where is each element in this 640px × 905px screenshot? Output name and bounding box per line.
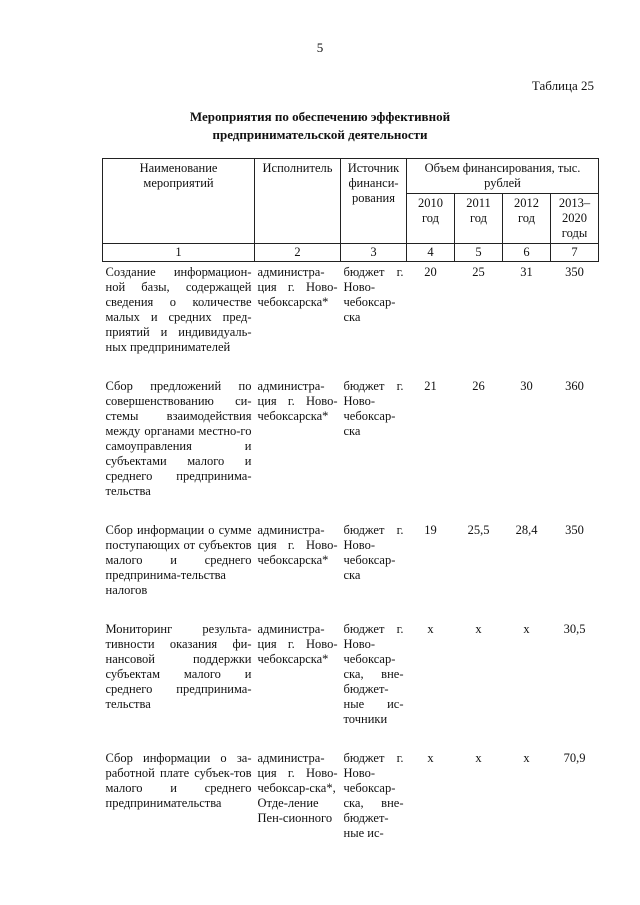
table-label: Таблица 25 <box>531 78 594 93</box>
measure-executor: администра-ция г. Ново-чебоксарска* <box>257 265 338 309</box>
funding-table <box>102 158 599 863</box>
column-number: 3 <box>341 244 407 262</box>
value-2010: х <box>427 622 434 636</box>
measure-source: бюджет г. Ново-чебоксар-ска, вне-бюджет-ные ис-точники <box>343 622 404 726</box>
header-name: Наименование мероприятий <box>103 159 255 244</box>
value-2012: 30 <box>520 379 533 393</box>
measure-name: Сбор предложений по совершенствованию си-стемы взаимодействия между органами местно-го самоуправления и субъектами малого и среднего предпринима-тельства <box>105 379 252 498</box>
header-executor: Исполнитель <box>255 159 341 244</box>
value-2011: х <box>475 751 482 765</box>
column-number: 6 <box>503 244 551 262</box>
value-2011: 26 <box>472 379 485 393</box>
table-row <box>103 620 599 749</box>
header-year-2012: 2012 год <box>503 194 551 244</box>
value-2013-2020: 350 <box>565 523 584 537</box>
measure-name: Сбор информации о за-работной плате субъек-тов малого и среднего предпринимательства <box>105 751 252 810</box>
table-row <box>103 521 599 620</box>
column-number: 4 <box>407 244 455 262</box>
value-2010: 20 <box>424 265 437 279</box>
measure-name: Создание информацион-ной базы, содержащей сведения о количестве малых и средних пред-приятий и индивидуаль-ных предпринимателей <box>105 265 252 354</box>
column-number: 7 <box>551 244 599 262</box>
value-2010: х <box>427 751 434 765</box>
measure-executor: администра-ция г. Ново-чебоксарска* <box>257 523 338 567</box>
measure-executor: администра-ция г. Ново-чебоксар-ска*, Отде-ление Пен-сионного <box>257 751 338 825</box>
measure-name: Сбор информации о сумме поступающих от субъектов малого и среднего предпринима-тельства налогов <box>105 523 252 597</box>
measure-name: Мониторинг результа-тивности оказания фи-нансовой поддержки субъектам малого и среднего предпринима-тельства <box>105 622 252 711</box>
measure-source: бюджет г. Ново-чебоксар-ска <box>343 523 404 582</box>
column-number: 1 <box>103 244 255 262</box>
value-2011: 25,5 <box>467 523 490 537</box>
table-title-line-1: Мероприятия по обеспечению эффективной <box>189 109 451 124</box>
value-2012: 28,4 <box>515 523 538 537</box>
value-2012: 31 <box>520 265 533 279</box>
measure-executor: администра-ция г. Ново-чебоксарска* <box>257 379 338 423</box>
measure-source: бюджет г. Ново-чебоксар-ска <box>343 265 404 324</box>
table-row <box>103 377 599 521</box>
table-row <box>103 262 599 378</box>
column-number: 5 <box>455 244 503 262</box>
measure-executor: администра-ция г. Ново-чебоксарска* <box>257 622 338 666</box>
table-row <box>103 749 599 863</box>
value-2010: 19 <box>424 523 437 537</box>
header-year-2010: 2010 год <box>407 194 455 244</box>
measure-source: бюджет г. Ново-чебоксар-ска <box>343 379 404 438</box>
value-2013-2020: 350 <box>565 265 584 279</box>
header-year-2011: 2011 год <box>455 194 503 244</box>
value-2011: 25 <box>472 265 485 279</box>
value-2012: х <box>523 751 530 765</box>
header-source: Источник финанси-рования <box>341 159 407 244</box>
page-number: 5 <box>316 40 324 55</box>
value-2013-2020: 70,9 <box>563 751 586 765</box>
header-year-2013-2020: 2013–2020 годы <box>551 194 599 244</box>
column-number: 2 <box>255 244 341 262</box>
measure-source: бюджет г. Ново-чебоксар-ска, вне-бюджет-ные ис- <box>343 751 404 840</box>
table-title <box>0 108 640 144</box>
header-funding: Объем финансирования, тыс. рублей <box>407 159 599 194</box>
table-title-line-2: предпринимательской деятельности <box>212 127 428 142</box>
value-2013-2020: 30,5 <box>563 622 586 636</box>
value-2013-2020: 360 <box>565 379 584 393</box>
value-2012: х <box>523 622 530 636</box>
value-2011: х <box>475 622 482 636</box>
value-2010: 21 <box>424 379 437 393</box>
